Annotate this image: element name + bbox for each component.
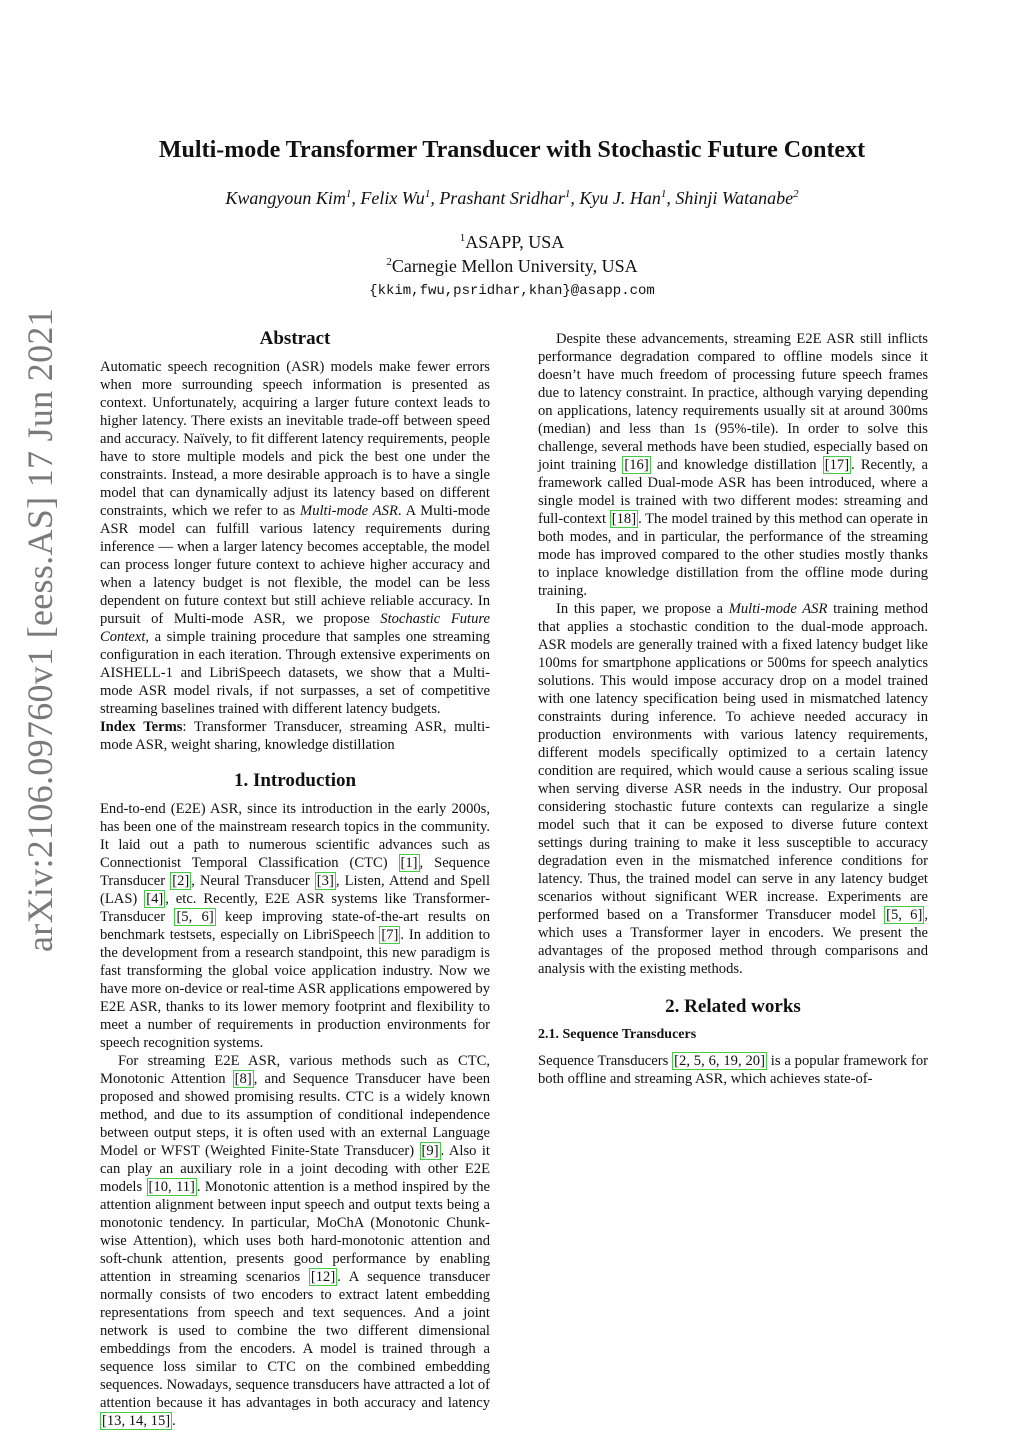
citation-link[interactable]: [2, 5, 6, 19, 20] — [674, 1053, 765, 1069]
citation-link[interactable]: [8] — [234, 1071, 252, 1087]
affiliation: $^2$Carnegie Mellon University, USA — [386, 256, 638, 276]
citation-link[interactable]: [2] — [172, 873, 190, 889]
left-column — [100, 330, 490, 1430]
author-email: {kkim,fwu,psridhar,khan}@asapp.com — [369, 283, 655, 299]
right-column — [538, 330, 928, 1088]
author: Kyu J. Han — [579, 188, 661, 208]
affiliation: $^1$ASAPP, USA — [459, 232, 565, 252]
paper-title: Multi-mode Transformer Transducer with Stochastic Future Context — [158, 137, 866, 163]
citation-link[interactable]: [7] — [381, 927, 399, 943]
citation-link[interactable]: [18] — [611, 511, 637, 527]
citation-link[interactable]: [16] — [624, 457, 649, 473]
citation-link[interactable]: [5, 6] — [886, 907, 923, 923]
citation-link[interactable]: [3] — [316, 873, 334, 889]
intro-paragraph-4: In this paper, we propose a Multi-mode ASR training method that applies a stochastic condition to the dual-mode approach. ASR models are generally trained with a fixed latency budget like 100ms for smartphone applications or 500ms for speech analytics solutions. This would impose accuracy drop on a model trained with one latency specification being used in mismatched latency constraints during inference. To achieve needed accuracy in production environments with various latency requirements, different models specifically optimized to a certain latency condition are required, which would cause a serious scaling issue when serving diverse ASR needs in the industry. Our proposal considering stochastic future contexts can regularize a single model such that it can be exposed to diverse future context settings during training to make it less susceptible to accuracy degradation even in the mismatched inference conditions for latency. Thus, the trained model can serve in any latency budget scenarios without significant WER increase. Experiments are performed based on a Transformer Transducer model [5, 6] , which uses a Transformer layer in encoders. We present the advantages of the proposed method through comparisons and analysis with the existing methods. — [538, 601, 928, 977]
citation-link[interactable]: [9] — [421, 1143, 439, 1159]
index-terms: Index Terms: Transformer Transducer, streaming ASR, multi-mode ASR, weight sharing, knowledge distillation — [100, 719, 490, 753]
abstract-heading: Abstract — [259, 328, 331, 349]
intro-paragraph-3: Despite these advancements, streaming E2E ASR still inflicts performance degradation compared to offline models since it doesn’t have much freedom of processing future speech frames due to latency constraint. In practice, although varying depending on applications, latency requirements usually sit at around 300ms (median) and less than 1s (95%-tile). In order to solve this challenge, several methods have been studied, especially based on joint training [16] and knowledge distillation [17] . Recently, a framework called Dual-mode ASR has been introduced, where a single model is trained with two different modes: streaming and full-context [18] . The model trained by this method can operate in both modes, and in particular, the performance of the streaming mode has improved compared to the other studies mostly thanks to inplace knowledge distillation from the offline mode during training. — [538, 331, 928, 599]
abstract-text: Automatic speech recognition (ASR) models make fewer errors when more surrounding speech information is presented as context. Unfortunately, acquiring a larger future context leads to higher latency. There exists an inevitable trade-off between speed and accuracy. Naïvely, to fit different latency requirements, people have to store multiple models and pick the best one under the constraints. Instead, a more desirable approach is to have a single model that can dynamically adjust its latency based on different constraints, which we refer to as Multi-mode ASR. A Multi-mode ASR model can fulfill various latency requirements during inference — when a larger latency becomes acceptable, the model can process longer future context to achieve higher accuracy and when a latency budget is not flexible, the model can be less dependent on future context but still achieve reliable accuracy. In pursuit of Multi-mode ASR, we propose Stochastic Future Context, a simple training procedure that samples one streaming configuration in each iteration. Through extensive experiments on AISHELL-1 and LibriSpeech datasets, we show that a Multi-mode ASR model rivals, if not surpasses, a set of competitive streaming baselines trained with different latency budgets. — [100, 359, 490, 717]
arxiv-id: arXiv:2106.09760v1 [eess.AS] 17 Jun 2021 — [20, 308, 60, 952]
citation-link[interactable]: [13, 14, 15] — [102, 1413, 171, 1429]
citation-link[interactable]: [4] — [146, 891, 164, 907]
citation-link[interactable]: [1] — [400, 855, 418, 871]
subsection-heading: 2.1. Sequence Transducers — [538, 1027, 697, 1042]
intro-paragraph-2: For streaming E2E ASR, various methods such as CTC, Monotonic Attention [8] , and Sequence Transducer have been proposed and showed promising results. CTC is a widely known method, and due to its assumption of conditional independence between output steps, it is often used with an external Language Model or WFST (Weighted Finite-State Transducer) [9] . Also it can play an auxiliary role in a joint decoding with other E2E models [10, 11] . Monotonic attention is a method inspired by the attention alignment between input speech and output texts being a monotonic tendency. In particular, MoChA (Monotonic Chunk-wise Attention), which uses both hard-monotonic attention and soft-chunk attention, presents good performance by enabling attention in streaming scenarios [12] . A sequence transducer normally consists of two encoders to extract latent embedding representations from speech and text sequences. And a joint network is used to combine the two different dimensional embeddings from the encoders. A model is trained through a sequence loss similar to CTC on the combined embedding sequences. Nowadays, sequence transducers have attracted a lot of attention because it has advantages in both accuracy and latency [13, 14, 15] . — [100, 1053, 491, 1429]
citation-link[interactable]: [5, 6] — [176, 909, 214, 925]
author: Shinji Watanabe — [675, 188, 794, 208]
related-paragraph-1: Sequence Transducers [2, 5, 6, 19, 20] is a popular framework for both offline and streaming ASR, which achieves state-of- — [538, 1053, 928, 1087]
author-list: Kwangyoun Kim$^1$, Felix Wu$^1$, Prashant Sridhar$^1$, Kyu J. Han$^1$, Shinji Watanabe$^2$ — [225, 188, 799, 208]
citation-link[interactable]: [10, 11] — [148, 1179, 195, 1195]
arxiv-sidebar — [8, 170, 72, 1090]
author: Kwangyoun Kim — [225, 188, 346, 208]
citation-link[interactable]: [12] — [310, 1269, 336, 1285]
related-heading: 2. Related works — [665, 996, 801, 1017]
author: Prashant Sridhar — [439, 188, 565, 208]
citation-link[interactable]: [17] — [824, 457, 850, 473]
intro-paragraph-1: End-to-end (E2E) ASR, since its introduction in the early 2000s, has been one of the mainstream research topics in the community. It laid out a path to numerous scientific advances such as Connectionist Temporal Classification (CTC) [1] , Sequence Transducer [2] , Neural Transducer [3] , Listen, Attend and Spell (LAS) [4] , etc. Recently, E2E ASR systems like Transformer-Transducer [5, 6] keep improving state-of-the-art results on benchmark testsets, especially on LibriSpeech [7] . In addition to the development from a research standpoint, this new paradigm is fast transforming the global voice application industry. Now we have more on-device or real-time ASR applications empowered by E2E ASR, thanks to its lower memory footprint and flexibility to meet a number of requirements in production environments for speech recognition systems. — [100, 801, 491, 1051]
intro-heading: 1. Introduction — [233, 770, 357, 791]
author: Felix Wu — [360, 188, 425, 208]
